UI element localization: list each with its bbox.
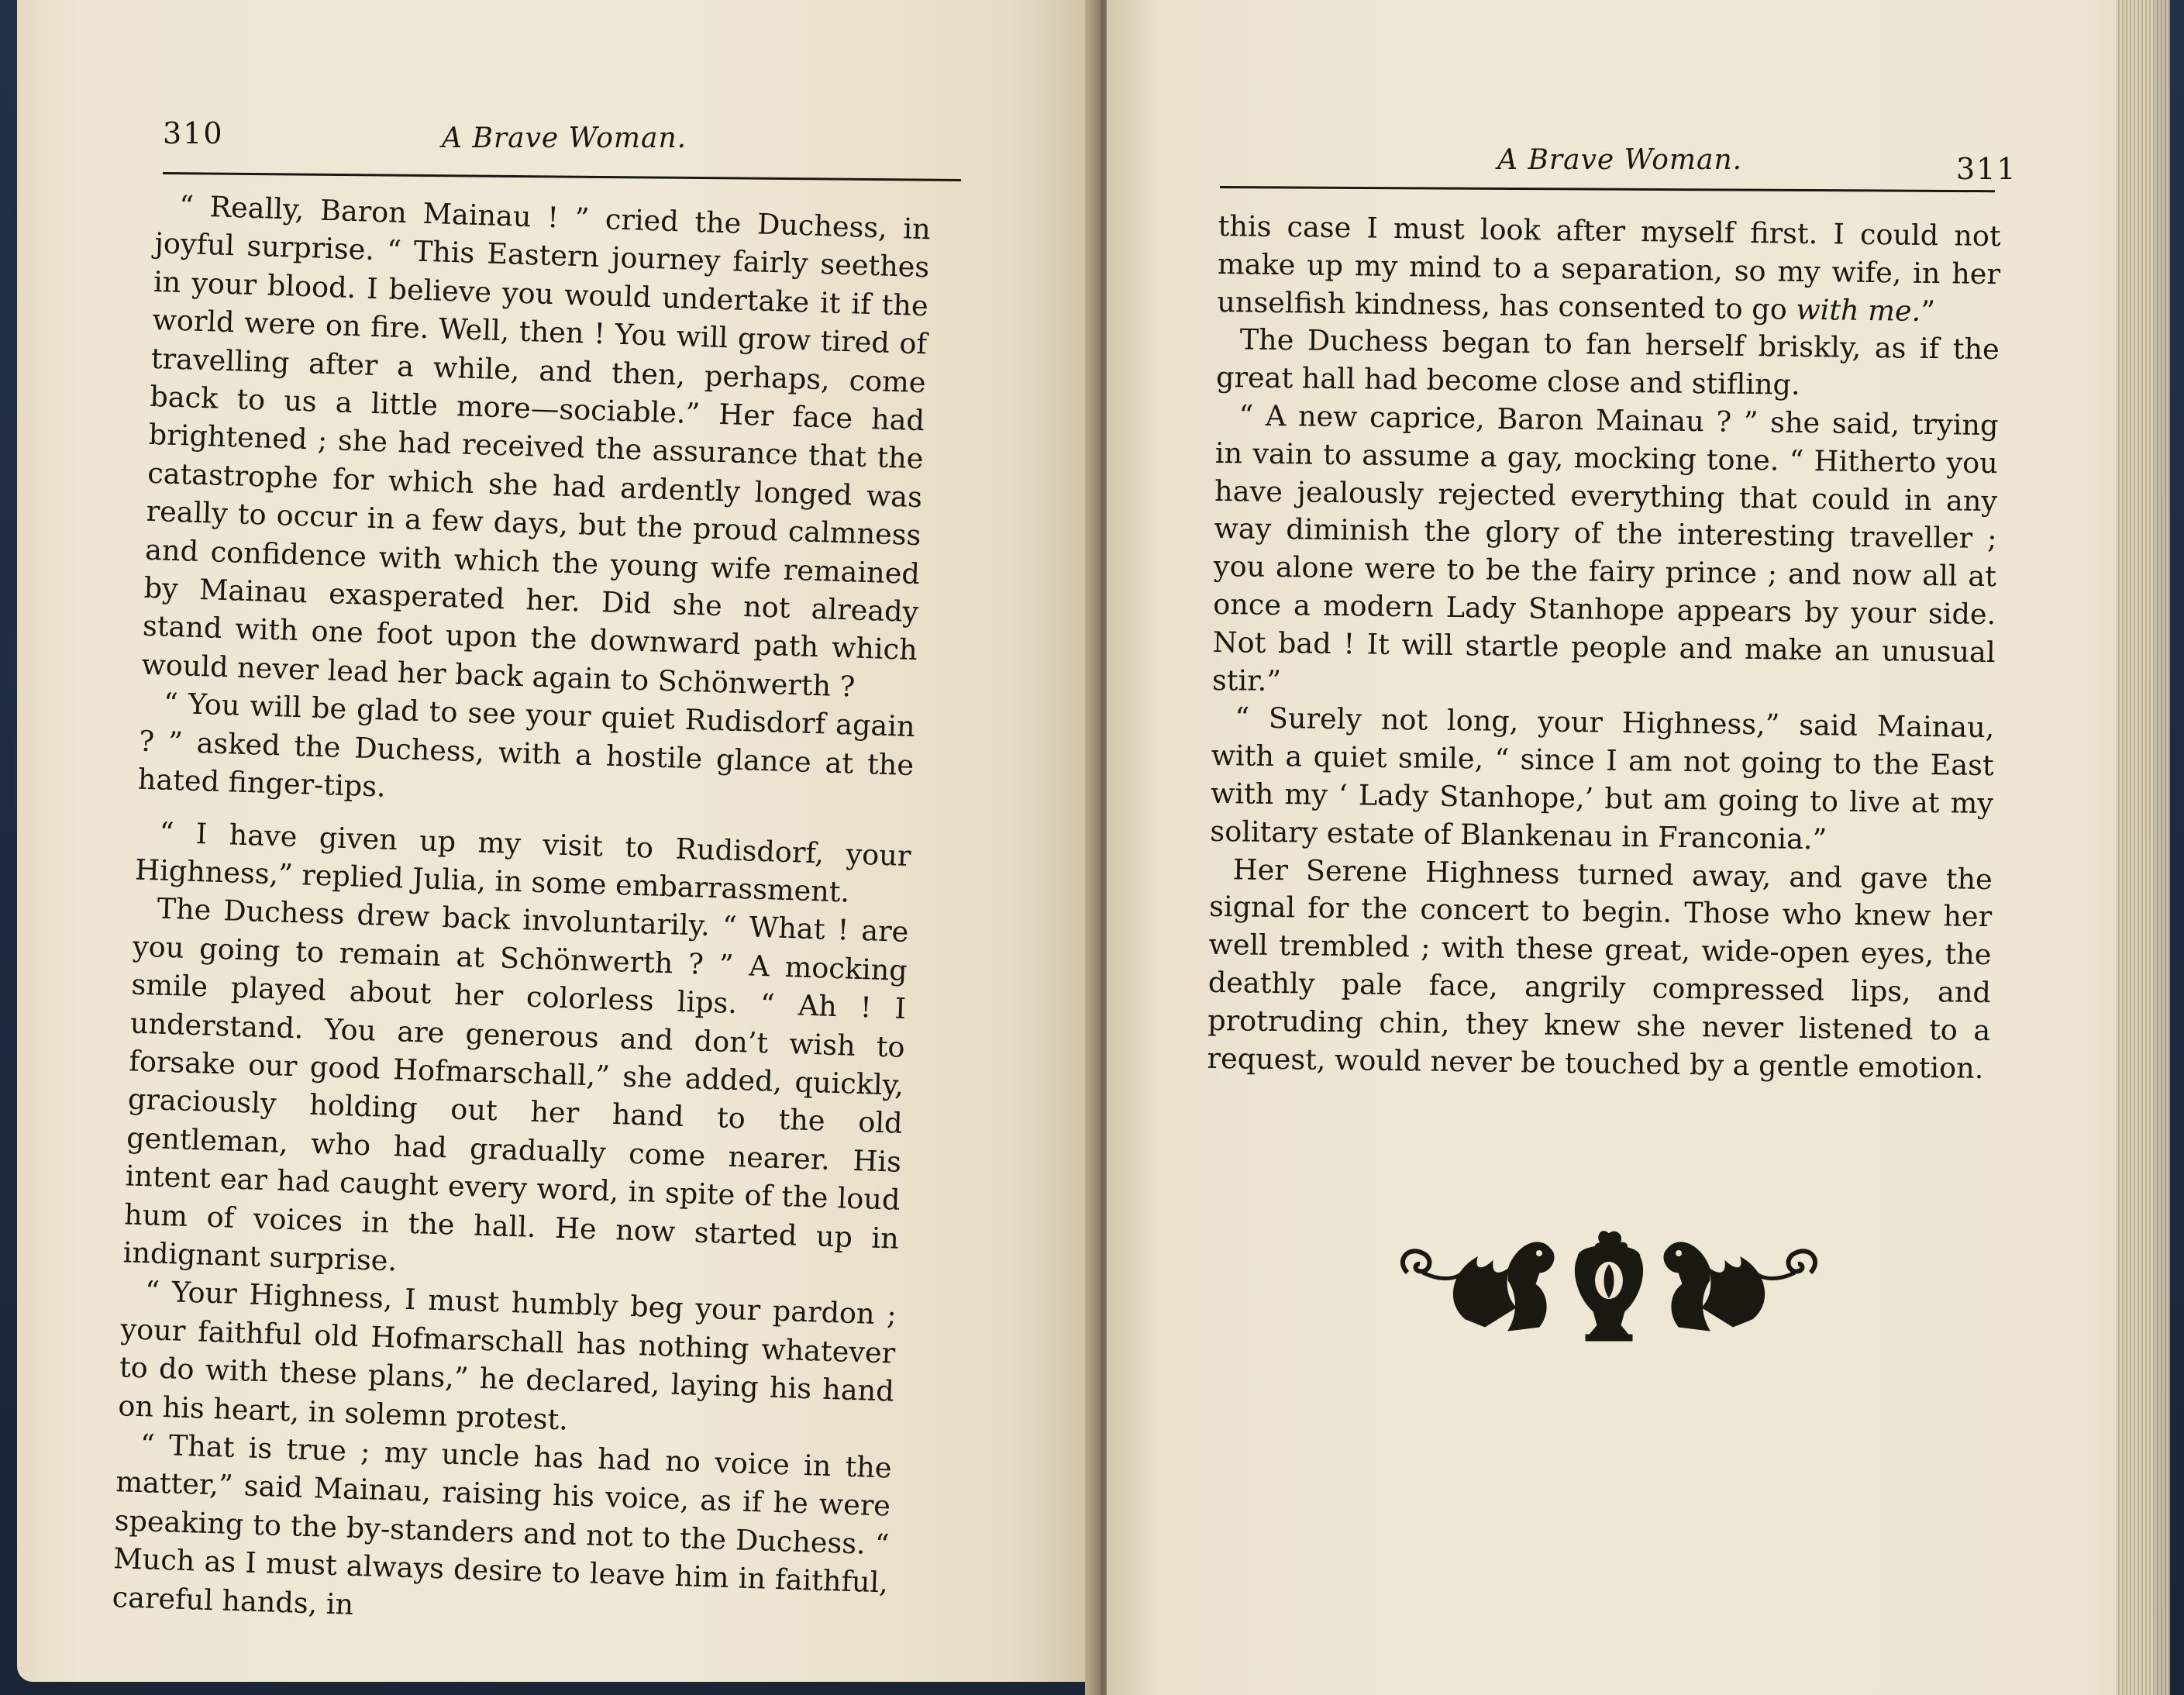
paragraph: “ Really, Baron Mainau ! ” cried the Duchess, in joyful surprise. “ This Eastern journey fairly seethes in your blood. I believe you would undertake it if the world were on fire. Well, then ! You will grow tired of travelling after a while, and then, perhaps, come back to us a little more—sociable.” Her face had brightened ; she had received the assurance that the catastrophe for which she had ardently longed was really to occur in a few days, but the proud calmness and confidence with which the young wife remained by Mainau exasperated her. Did she not already stand with one foot upon the downward path which would never lead her back again to Schönwerth ? <box>140 188 932 704</box>
griffin-tailpiece-icon <box>1392 1226 1826 1358</box>
right-page <box>1107 0 2155 1695</box>
right-page-number: 311 <box>1956 152 2017 186</box>
right-page-body <box>1207 208 2001 1087</box>
paragraph-text: this case I must look after myself first. I could not make up my mind to a separation, so my wife, in her unselfish kindness, has consented to go <box>1217 208 2001 326</box>
paragraph: “ Your Highness, I must humbly beg your pardon ; your faithful old Hofmarschall has nothing whatever to do with these plans,” he declared, laying his hand on his heart, in solemn protest. <box>117 1274 897 1437</box>
page-block-edge <box>2116 0 2170 1695</box>
emphasis: with me. <box>1796 292 1921 328</box>
paragraph: “ A new caprice, Baron Mainau ? ” she said, trying in vain to assume a gay, mocking tone. “ Hitherto you have jealously rejected everything that could in any way diminish the glory of the interesting traveller ; you alone were to be the fairy prince ; and now all at once a modern Lady Stanhope appears by your side. Not bad ! It will startle people and make an unusual stir.” <box>1211 398 1999 698</box>
paragraph: “ You will be glad to see your quiet Rudisdorf again ? ” asked the Duchess, with a hostile glance at the hated finger-tips. <box>137 686 916 804</box>
left-page-number: 310 <box>163 116 224 150</box>
paragraph: The Duchess drew back involuntarily. “ What ! are you going to remain at Schönwerth ? ” A mocking smile played about her colorless lips. “ Ah ! I understand. You are generous and don’t wish to forsake our good Hofmarschall,” she added, quickly, graciously holding out her hand to the old gentleman, who had gradually come nearer. His intent ear had caught every word, in spite of the loud hum of voices in the hall. He now started up in indignant surprise. <box>122 891 909 1278</box>
right-header-rule <box>1220 186 1995 192</box>
paragraph: “ I have given up my visit to Rudisdorf, your Highness,” replied Julia, in some embarrassment. <box>134 815 912 909</box>
left-page <box>17 0 1094 1682</box>
paragraph: “ Surely not long, your Highness,” said Mainau, with a quiet smile, “ since I am not going to the East with my ‘ Lady Stanhope,’ but am going to live at my solitary estate of Blankenau in Franconia.” <box>1210 701 1995 856</box>
right-running-title: A Brave Woman. <box>1497 144 1743 176</box>
left-running-title: A Brave Woman. <box>442 122 687 154</box>
paragraph <box>1217 208 2001 332</box>
closing-quote: ” <box>1920 294 1936 328</box>
left-header-rule <box>163 172 961 181</box>
left-page-body <box>112 186 931 1641</box>
paragraph: The Duchess began to fan herself briskly, as if the great hall had become close and stifling. <box>1215 322 2000 402</box>
paragraph: “ That is true ; my uncle has had no voice in the matter,” said Mainau, raising his voice, as if he were speaking to the by-standers and not to the Duchess. “ Much as I must always desire to leave him in faithful, careful hands, in <box>112 1428 893 1621</box>
paragraph: Her Serene Highness turned away, and gave the signal for the concert to begin. Those who knew her well trembled ; with these great, wide-open eyes, the deathly pale face, angrily compressed lips, and protruding chin, they knew she never listened to a request, would never be touched by a gentle emotion. <box>1207 852 1993 1085</box>
